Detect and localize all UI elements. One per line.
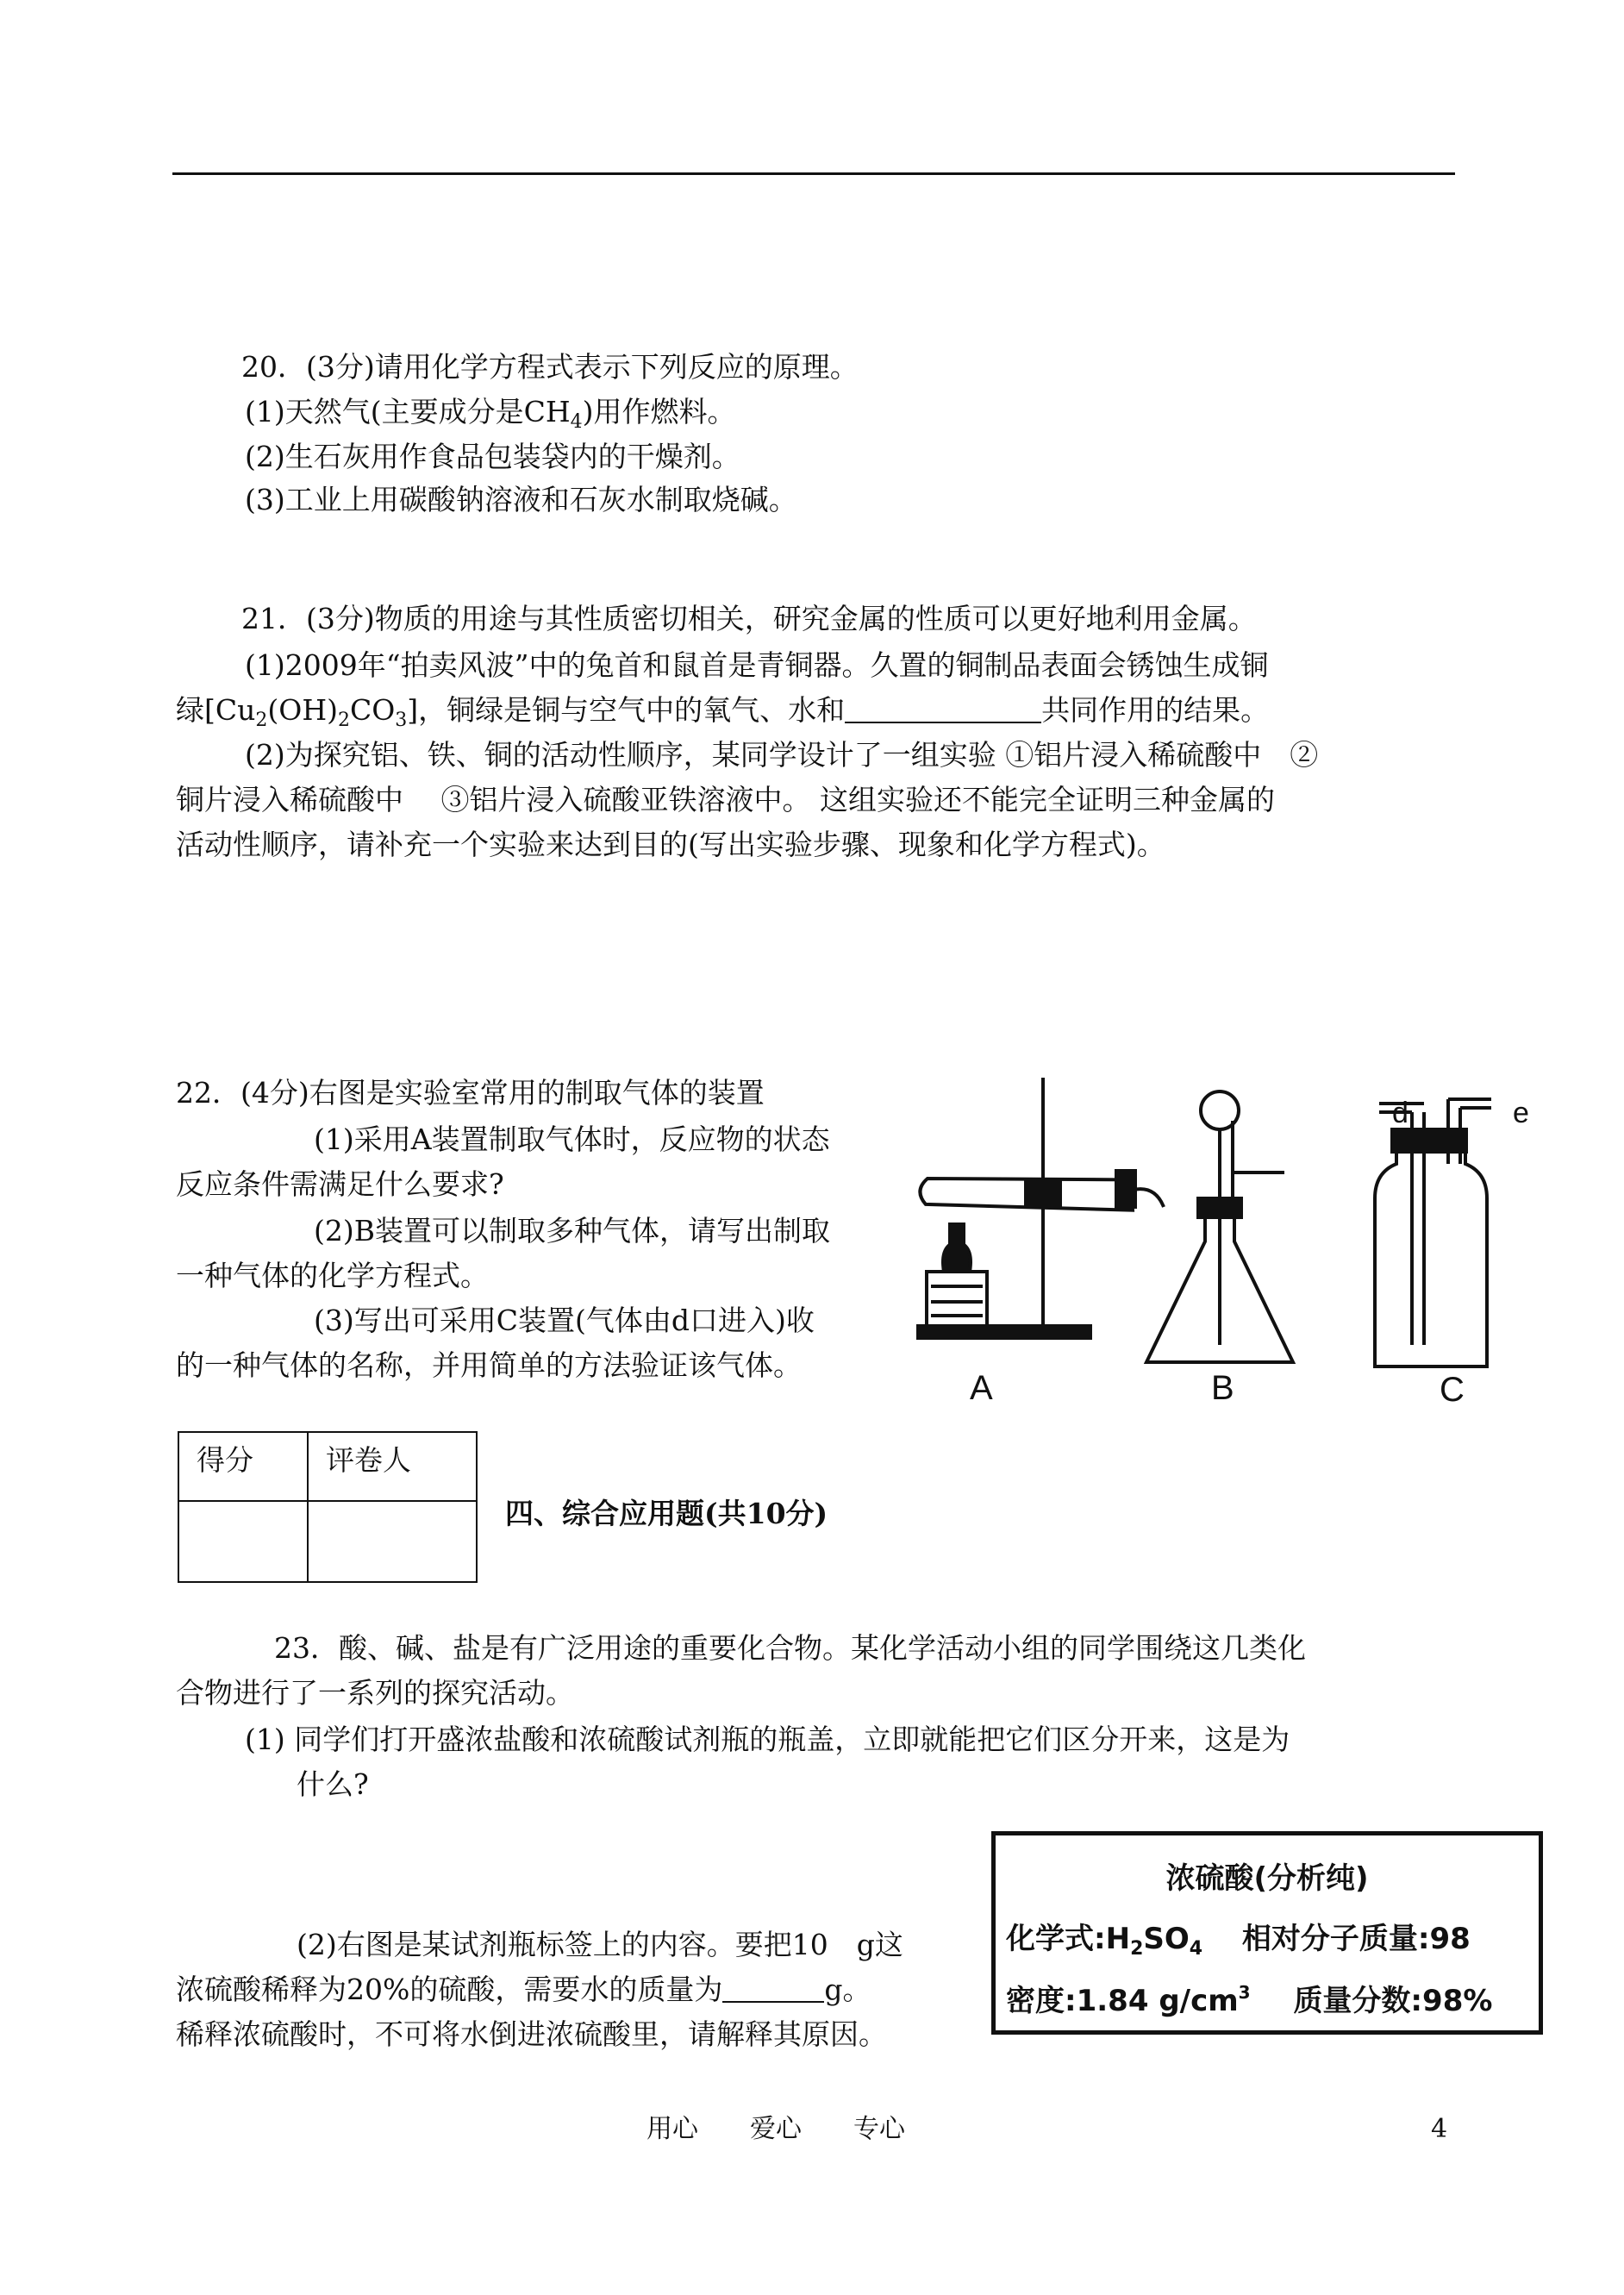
text: CO xyxy=(349,693,396,727)
page-number: 4 xyxy=(1431,2114,1448,2144)
label-A: A xyxy=(970,1369,993,1405)
score-cell[interactable] xyxy=(178,1501,308,1582)
q20-item-2: (2)生石灰用作食品包装袋内的干燥剂。 xyxy=(245,440,740,473)
q22-line-7: 的一种气体的名称，并用简单的方法验证该气体。 xyxy=(176,1348,802,1382)
alcohol-lamp xyxy=(943,1241,971,1272)
q21-title: 21．(3分)物质的用途与其性质密切相关，研究金属的性质可以更好地利用金属。 xyxy=(241,602,1257,635)
q23-line-7: 稀释浓硫酸时，不可将水倒进浓硫酸里，请解释其原因。 xyxy=(176,2017,887,2051)
q20-item-1-text-end: )用作燃料。 xyxy=(582,395,736,428)
q23-line-2: 合物进行了一系列的探究活动。 xyxy=(176,1676,574,1710)
q23-line-1: 23．酸、碱、盐是有广泛用途的重要化合物。某化学活动小组的同学围绕这几类化 xyxy=(274,1631,1306,1665)
footer-text: 用心 爱心 专心 xyxy=(646,2114,905,2144)
q22-line-1: 22．(4分)右图是实验室常用的制取气体的装置 xyxy=(176,1076,765,1110)
answer-blank[interactable] xyxy=(845,696,1041,723)
text: ]，铜绿是铜与空气中的氧气、水和 xyxy=(407,693,846,727)
q22-line-2: (1)采用A装置制取气体时，反应物的状态 xyxy=(314,1122,830,1156)
label-formula-row xyxy=(1006,1915,1471,1960)
q20-item-3: (3)工业上用碳酸钠溶液和石灰水制取烧碱。 xyxy=(245,483,797,516)
text: 化学式:H xyxy=(1006,1922,1131,1956)
q21-part2-line2: 铜片浸入稀硫酸中 ③铝片浸入硫酸亚铁溶液中。 这组实验还不能完全证明三种金属的 xyxy=(176,783,1275,816)
q20-item-1-text: (1)天然气(主要成分是CH xyxy=(245,395,571,428)
clamp xyxy=(1026,1181,1060,1205)
label-C: C xyxy=(1440,1371,1465,1405)
text: SO xyxy=(1143,1922,1190,1956)
text: 共同作用的结果。 xyxy=(1041,693,1270,727)
header-rule xyxy=(172,172,1455,175)
q21-part1-line2 xyxy=(176,693,1269,738)
grader-cell[interactable] xyxy=(308,1501,477,1582)
q22-line-3: 反应条件需满足什么要求? xyxy=(176,1167,504,1201)
q21-part2-line3: 活动性顺序，请补充一个实验来达到目的(写出实验步骤、现象和化学方程式)。 xyxy=(176,828,1165,861)
section-4-heading: 四、综合应用题(共10分) xyxy=(505,1497,828,1530)
q20-title: 20．(3分)请用化学方程式表示下列反应的原理。 xyxy=(241,350,859,384)
text: 密度:1.84 g/cm xyxy=(1006,1984,1239,2018)
q22-line-4: (2)B装置可以制取多种气体，请写出制取 xyxy=(314,1214,830,1248)
label-title: 浓硫酸(分析纯) xyxy=(1165,1861,1369,1896)
grader-header: 评卷人 xyxy=(308,1432,477,1501)
q23-line-4: 什么? xyxy=(297,1767,369,1801)
text: (OH) xyxy=(267,693,338,727)
q20-item-1 xyxy=(245,395,736,440)
q23-line-5: (2)右图是某试剂瓶标签上的内容。要把10 g这 xyxy=(297,1928,903,1961)
score-header: 得分 xyxy=(178,1432,308,1501)
stopper xyxy=(1116,1171,1135,1207)
superscript: 3 xyxy=(1238,1982,1251,2003)
apparatus-figure xyxy=(896,1060,1577,1405)
subscript: 3 xyxy=(395,710,408,731)
q22-line-6: (3)写出可采用C装置(气体由d口进入)收 xyxy=(314,1304,815,1337)
q21-part1-line1: (1)2009年“拍卖风波”中的兔首和鼠首是青铜器。久置的铜制品表面会锈蚀生成铜 xyxy=(245,648,1269,682)
flask-stopper xyxy=(1198,1198,1241,1217)
q22-line-5: 一种气体的化学方程式。 xyxy=(176,1259,489,1292)
answer-blank[interactable] xyxy=(722,1975,824,2003)
subscript: 4 xyxy=(570,411,583,433)
molar-mass: 相对分子质量:98 xyxy=(1241,1922,1471,1956)
q23-line-3: (1) 同学们打开盛浓盐酸和浓硫酸试剂瓶的瓶盖，立即就能把它们区分开来，这是为 xyxy=(245,1723,1290,1756)
burner-block xyxy=(927,1272,987,1328)
subscript: 4 xyxy=(1189,1938,1203,1960)
q21-part2-line1: (2)为探究铝、铁、铜的活动性顺序，某同学设计了一组实验 ①铝片浸入稀硫酸中 ② xyxy=(245,738,1319,772)
q23-line-6 xyxy=(176,1973,871,2007)
subscript: 2 xyxy=(1130,1938,1144,1960)
subscript: 2 xyxy=(255,710,268,731)
subscript: 2 xyxy=(337,710,350,731)
text: g。 xyxy=(824,1973,871,2006)
bottle-stopper xyxy=(1392,1129,1466,1152)
text: 浓硫酸稀释为20%的硫酸，需要水的质量为 xyxy=(176,1973,723,2006)
label-d: d xyxy=(1392,1097,1409,1129)
label-B: B xyxy=(1211,1369,1234,1405)
text: 绿[Cu xyxy=(176,693,256,727)
score-table xyxy=(178,1431,478,1583)
label-e: e xyxy=(1513,1097,1529,1129)
label-density-row xyxy=(1006,1977,1492,2019)
gas-bottle xyxy=(1375,1152,1487,1366)
mass-fraction: 质量分数:98% xyxy=(1293,1984,1493,2018)
reagent-label xyxy=(991,1831,1543,2035)
